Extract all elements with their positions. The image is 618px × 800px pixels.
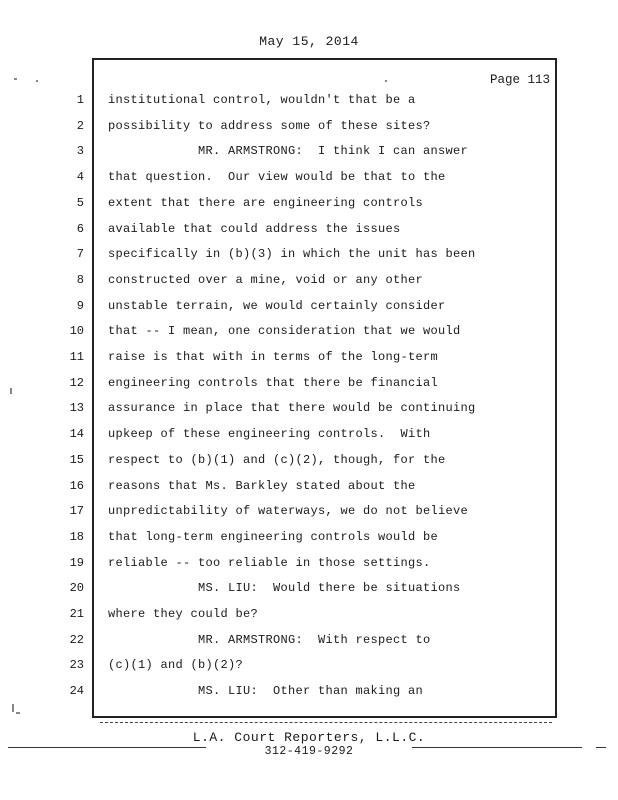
header-date: May 15, 2014 (259, 34, 359, 49)
transcript-line: MR. ARMSTRONG: I think I can answer (108, 144, 469, 158)
frame-bottom-rule (100, 722, 552, 723)
line-number: 24 (69, 684, 84, 698)
transcript-line: institutional control, wouldn't that be a (108, 93, 416, 107)
line-number: 16 (69, 479, 84, 493)
scan-speck (12, 704, 14, 712)
page-number: Page 113 (489, 73, 550, 87)
transcript-line: constructed over a mine, void or any other (108, 273, 424, 287)
footer-phone: 312-419-9292 (264, 745, 354, 758)
line-number: 6 (76, 222, 84, 236)
transcript-line: extent that there are engineering controls (108, 196, 424, 210)
scan-speck (385, 80, 387, 82)
transcript-line: MR. ARMSTRONG: With respect to (108, 633, 431, 647)
line-number: 4 (76, 170, 84, 184)
line-number: 23 (69, 658, 84, 672)
transcript-line: that long-term engineering controls would be (108, 530, 439, 544)
line-number: 9 (76, 299, 84, 313)
transcript-line: unpredictability of waterways, we do not believe (108, 504, 469, 518)
line-number: 17 (69, 504, 84, 518)
transcript-line: available that could address the issues (108, 222, 401, 236)
line-number: 20 (69, 581, 84, 595)
line-number: 1 (76, 93, 84, 107)
transcript-line: specifically in (b)(3) in which the unit has been (108, 247, 476, 261)
scan-speck (36, 80, 38, 82)
transcript-line: possibility to address some of these sites? (108, 119, 431, 133)
scan-speck (16, 712, 20, 714)
transcript-line: unstable terrain, we would certainly consider (108, 299, 446, 313)
transcript-line: raise is that with in terms of the long-term (108, 350, 439, 364)
transcript-line: where they could be? (108, 607, 259, 621)
transcript-line: (c)(1) and (b)(2)? (108, 658, 244, 672)
transcript-line: reliable -- too reliable in those settings. (108, 556, 431, 570)
transcript-line: MS. LIU: Would there be situations (108, 581, 461, 595)
transcript-line: respect to (b)(1) and (c)(2), though, for the (108, 453, 446, 467)
line-number: 13 (69, 401, 84, 415)
line-number: 12 (69, 376, 84, 390)
line-number: 11 (69, 350, 84, 364)
line-number: 2 (76, 119, 84, 133)
line-number: 14 (69, 427, 84, 441)
transcript-line: reasons that Ms. Barkley stated about the (108, 479, 416, 493)
line-number: 3 (76, 144, 84, 158)
transcript-line: upkeep of these engineering controls. With (108, 427, 431, 441)
line-number: 10 (69, 324, 84, 338)
line-number: 22 (69, 633, 84, 647)
line-number: 7 (76, 247, 84, 261)
transcript-line: that question. Our view would be that to the (108, 170, 446, 184)
line-number: 8 (76, 273, 84, 287)
transcript-line: engineering controls that there be financial (108, 376, 439, 390)
line-number: 18 (69, 530, 84, 544)
line-number: 21 (69, 607, 84, 621)
footer-firm-name: L.A. Court Reporters, L.L.C. (192, 730, 426, 745)
transcript-line: assurance in place that there would be continuing (108, 401, 476, 415)
scan-speck (10, 388, 12, 394)
line-number: 5 (76, 196, 84, 210)
line-number: 15 (69, 453, 84, 467)
scan-speck (14, 78, 17, 80)
transcript-line: that -- I mean, one consideration that we would (108, 324, 461, 338)
line-number: 19 (69, 556, 84, 570)
transcript-line: MS. LIU: Other than making an (108, 684, 424, 698)
